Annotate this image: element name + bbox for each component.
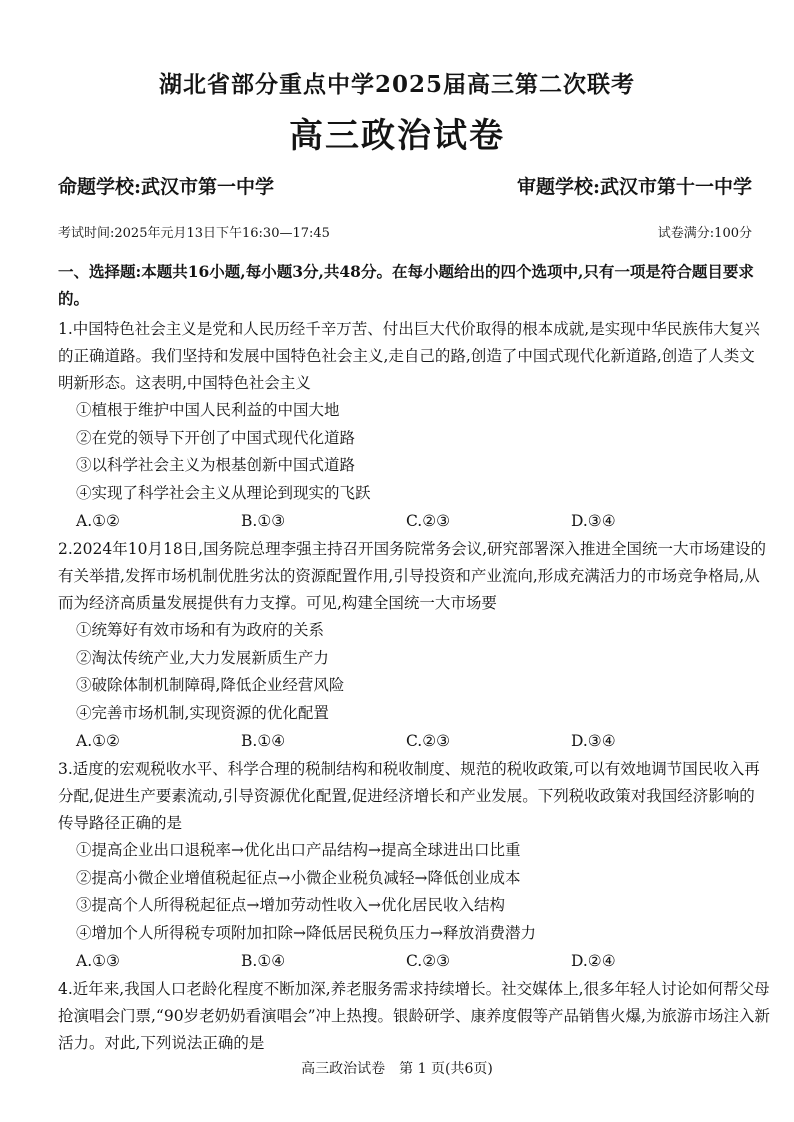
question-stem: 2.2024年10月18日,国务院总理李强主持召开国务院常务会议,研究部署深入推进全国统一大市场建设的有关举措,发挥市场机制优胜劣汰的资源配置作用,引导投资和产业流向,形成充满活力的市场竞争格局,从而为经济高质量发展提供有力支撑。可见,构建全国统一大市场要: [58, 540, 767, 612]
question-statement: ④完善市场机制,实现资源的优化配置: [76, 703, 329, 722]
question-statement: ②淘汰传统产业,大力发展新质生产力: [76, 648, 329, 667]
question-stem: 3.适度的宏观税收水平、科学合理的税制结构和税收制度、规范的税收政策,可以有效地调节国民收入再分配,促进生产要素流动,引导资源优化配置,促进经济增长和产业发展。下列税收政策对我国经济影响的传导路径正确的是: [58, 760, 760, 832]
question-statement: ④增加个人所得税专项附加扣除→降低居民税负压力→释放消费潜力: [76, 923, 536, 942]
question-2: [58, 536, 770, 756]
question-statement: ②在党的领导下开创了中国式现代化道路: [76, 428, 356, 447]
exam-info-line: [58, 222, 752, 241]
answer-choices: [58, 947, 770, 976]
question-statement: ②提高小微企业增值税起征点→小微企业税负减轻→降低创业成本: [76, 868, 521, 887]
choice-c: C.②③: [406, 952, 451, 970]
choice-c: C.②③: [406, 732, 451, 750]
question-3: [58, 756, 770, 976]
page-footer: 高三政治试卷 第 1 页(共6页): [301, 1061, 493, 1077]
choice-d: D.③④: [571, 732, 616, 750]
choice-a: A.①②: [76, 732, 120, 750]
question-4: [58, 976, 770, 1057]
choice-d: D.③④: [571, 512, 616, 530]
choice-b: B.①④: [241, 952, 286, 970]
exam-title: 湖北省部分重点中学2025届高三第二次联考: [158, 71, 635, 98]
choice-d: D.②④: [571, 952, 616, 970]
setter-school: 命题学校:武汉市第一中学: [58, 176, 275, 198]
full-score: 试卷满分:100分: [657, 226, 752, 241]
question-content: [58, 258, 770, 1057]
reviewer-school: 审题学校:武汉市第十一中学: [516, 176, 752, 198]
exam-time: 考试时间:2025年元月13日下午16:30—17:45: [58, 226, 330, 241]
question-statement: ①提高企业出口退税率→优化出口产品结构→提高全球进出口比重: [76, 841, 521, 859]
choice-b: B.①④: [241, 732, 286, 750]
question-statement: ③以科学社会主义为根基创新中国式道路: [76, 456, 356, 474]
question-statement: ①统筹好有效市场和有为政府的关系: [76, 621, 325, 639]
choice-a: A.①③: [76, 952, 120, 970]
answer-choices: [58, 727, 770, 756]
question-statement: ③破除体制机制障碍,降低企业经营风险: [76, 676, 345, 694]
choice-c: C.②③: [406, 512, 451, 530]
question-1: [58, 316, 770, 536]
subject-title: 高三政治试卷: [289, 116, 505, 156]
question-statement: ③提高个人所得税起征点→增加劳动性收入→优化居民收入结构: [76, 896, 505, 914]
question-statement: ①植根于维护中国人民利益的中国大地: [76, 401, 340, 419]
answer-choices: [58, 507, 770, 536]
school-line: [58, 172, 752, 199]
choice-a: A.①②: [76, 512, 120, 530]
choice-b: B.①③: [241, 512, 286, 530]
question-statement: ④实现了科学社会主义从理论到现实的飞跃: [76, 483, 371, 502]
question-stem: 4.近年来,我国人口老龄化程度不断加深,养老服务需求持续增长。社交媒体上,很多年轻人讨论如何帮父母抢演唱会门票,“90岁老奶奶看演唱会”冲上热搜。银龄研学、康养度假等产品销售火爆,为旅游市场注入新活力。对此,下列说法正确的是: [58, 980, 770, 1052]
section-intro: 一、选择题:本题共16小题,每小题3分,共48分。在每小题给出的四个选项中,只有一项是符合题目要求的。: [58, 262, 754, 308]
question-stem: 1.中国特色社会主义是党和人民历经千辛万苦、付出巨大代价取得的根本成就,是实现中华民族伟大复兴的正确道路。我们坚持和发展中国特色社会主义,走自己的路,创造了中国式现代化新道路,创造了人类文明新形态。这表明,中国特色社会主义: [58, 320, 760, 392]
